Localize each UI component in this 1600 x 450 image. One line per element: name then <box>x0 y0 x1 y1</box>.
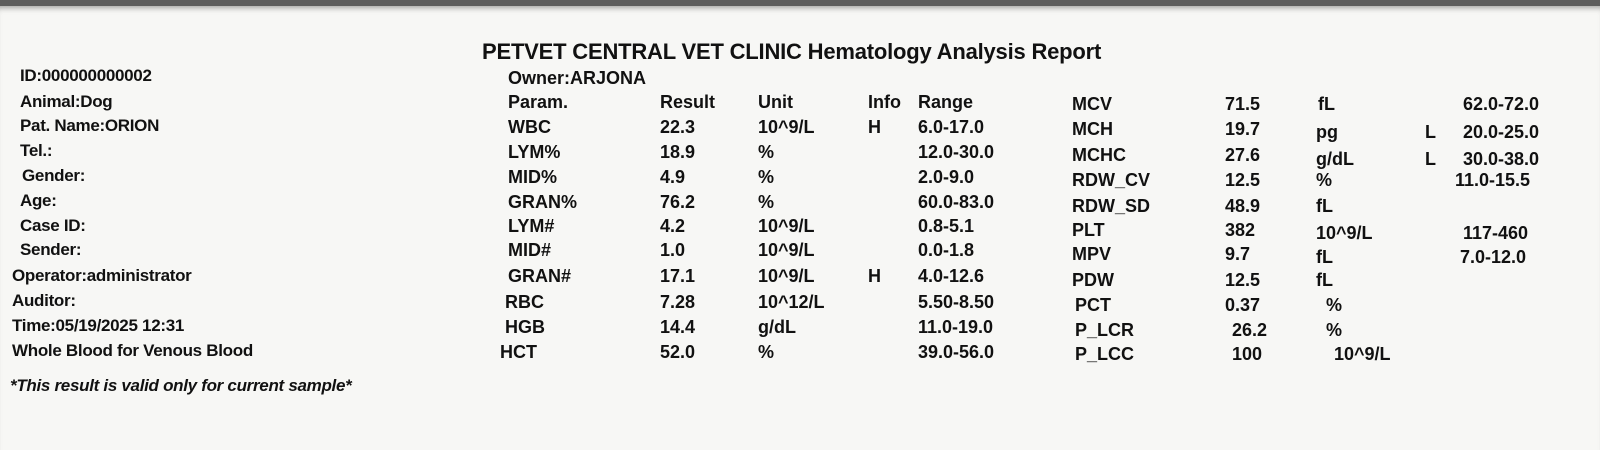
header-param: Param. <box>508 92 569 112</box>
reference-range: 7.0-12.0 <box>1460 247 1527 267</box>
param-name: MCHC <box>1072 145 1126 165</box>
reference-range: 6.0-17.0 <box>918 117 985 137</box>
unit: 10^9/L <box>1334 344 1391 364</box>
patient-field: Auditor: <box>12 291 76 310</box>
unit: pg <box>1316 122 1338 142</box>
unit: fL <box>1316 270 1333 290</box>
reference-range: 4.0-12.6 <box>918 266 985 286</box>
info-flag: H <box>868 266 881 286</box>
param-name: PCT <box>1075 295 1111 315</box>
reference-range: 117-460 <box>1463 223 1529 243</box>
patient-field: Age: <box>20 191 57 210</box>
result-value: 18.9 <box>660 142 696 162</box>
info-flag: H <box>868 117 881 137</box>
param-name: P_LCC <box>1075 344 1135 364</box>
info-flag: L <box>1425 149 1436 169</box>
param-name: RBC <box>505 292 544 312</box>
patient-field: Case ID: <box>20 216 86 235</box>
patient-field: Whole Blood for Venous Blood <box>12 341 253 360</box>
param-name: MID# <box>508 240 552 260</box>
param-name: MCH <box>1072 119 1113 139</box>
report-paper <box>0 6 1600 450</box>
param-name: GRAN% <box>508 192 578 212</box>
result-value: 26.2 <box>1232 320 1268 340</box>
result-value: 9.7 <box>1225 244 1251 264</box>
param-name: MID% <box>508 167 557 187</box>
patient-field: Gender: <box>22 166 86 185</box>
patient-field: ID:000000000002 <box>20 66 152 85</box>
reference-range: 30.0-38.0 <box>1463 149 1540 169</box>
unit: fL <box>1316 196 1333 216</box>
result-value: 14.4 <box>660 317 696 337</box>
unit: 10^9/L <box>758 216 815 236</box>
result-value: 52.0 <box>660 342 696 362</box>
reference-range: 11.0-15.5 <box>1455 170 1531 190</box>
param-name: GRAN# <box>508 266 572 286</box>
param-name: WBC <box>508 117 551 137</box>
result-value: 22.3 <box>660 117 696 137</box>
owner-label: Owner:ARJONA <box>508 68 647 88</box>
unit: % <box>1326 320 1343 340</box>
result-value: 17.1 <box>660 266 696 286</box>
header-range: Range <box>918 92 974 112</box>
unit: fL <box>1318 94 1335 114</box>
unit: % <box>758 142 775 162</box>
unit: 10^9/L <box>758 240 815 260</box>
unit: 10^9/L <box>758 117 815 137</box>
result-value: 27.6 <box>1225 145 1261 165</box>
unit: 10^9/L <box>758 266 815 286</box>
result-value: 19.7 <box>1225 119 1261 139</box>
param-name: LYM% <box>508 142 561 162</box>
reference-range: 5.50-8.50 <box>918 292 995 312</box>
unit: g/dL <box>1316 149 1354 169</box>
result-value: 12.5 <box>1225 270 1261 290</box>
header-info: Info <box>868 92 901 112</box>
reference-range: 0.0-1.8 <box>918 240 975 260</box>
param-name: P_LCR <box>1075 320 1135 340</box>
unit: % <box>1326 295 1343 315</box>
result-value: 100 <box>1232 344 1263 364</box>
result-value: 71.5 <box>1225 94 1261 114</box>
info-flag: L <box>1425 122 1436 142</box>
unit: 10^12/L <box>758 292 825 312</box>
param-name: PLT <box>1072 220 1105 240</box>
report-title: PETVET CENTRAL VET CLINIC Hematology Analysis Report <box>482 39 1102 64</box>
reference-range: 20.0-25.0 <box>1463 122 1540 142</box>
result-value: 1.0 <box>660 240 686 260</box>
unit: % <box>758 342 775 362</box>
reference-range: 60.0-83.0 <box>918 192 995 212</box>
header-unit: Unit <box>758 92 793 112</box>
reference-range: 11.0-19.0 <box>918 317 994 337</box>
param-name: LYM# <box>508 216 555 236</box>
patient-field: Sender: <box>20 240 82 259</box>
reference-range: 12.0-30.0 <box>918 142 995 162</box>
param-name: RDW_CV <box>1072 170 1151 190</box>
param-name: MCV <box>1072 94 1112 114</box>
reference-range: 39.0-56.0 <box>918 342 995 362</box>
header-result: Result <box>660 92 716 112</box>
result-value: 76.2 <box>660 192 696 212</box>
unit: % <box>758 167 775 187</box>
patient-field: Operator:administrator <box>12 266 192 285</box>
result-value: 4.9 <box>660 167 686 187</box>
unit: g/dL <box>758 317 796 337</box>
patient-field: Time:05/19/2025 12:31 <box>12 316 185 335</box>
patient-field: Tel.: <box>20 141 53 160</box>
reference-range: 2.0-9.0 <box>918 167 975 187</box>
param-name: HGB <box>505 317 545 337</box>
result-value: 382 <box>1225 220 1256 240</box>
result-value: 0.37 <box>1225 295 1261 315</box>
patient-field: Animal:Dog <box>20 92 113 111</box>
param-name: PDW <box>1072 270 1114 290</box>
reference-range: 0.8-5.1 <box>918 216 975 236</box>
result-value: 48.9 <box>1225 196 1261 216</box>
result-value: 12.5 <box>1225 170 1261 190</box>
validity-note: *This result is valid only for current sample* <box>10 376 352 395</box>
param-name: HCT <box>500 342 537 362</box>
param-name: MPV <box>1072 244 1112 264</box>
unit: fL <box>1316 247 1333 267</box>
unit: % <box>1316 170 1333 190</box>
result-value: 7.28 <box>660 292 696 312</box>
unit: 10^9/L <box>1316 223 1373 243</box>
result-value: 4.2 <box>660 216 686 236</box>
unit: % <box>758 192 775 212</box>
reference-range: 62.0-72.0 <box>1463 94 1540 114</box>
param-name: RDW_SD <box>1072 196 1151 216</box>
patient-field: Pat. Name:ORION <box>20 116 160 135</box>
